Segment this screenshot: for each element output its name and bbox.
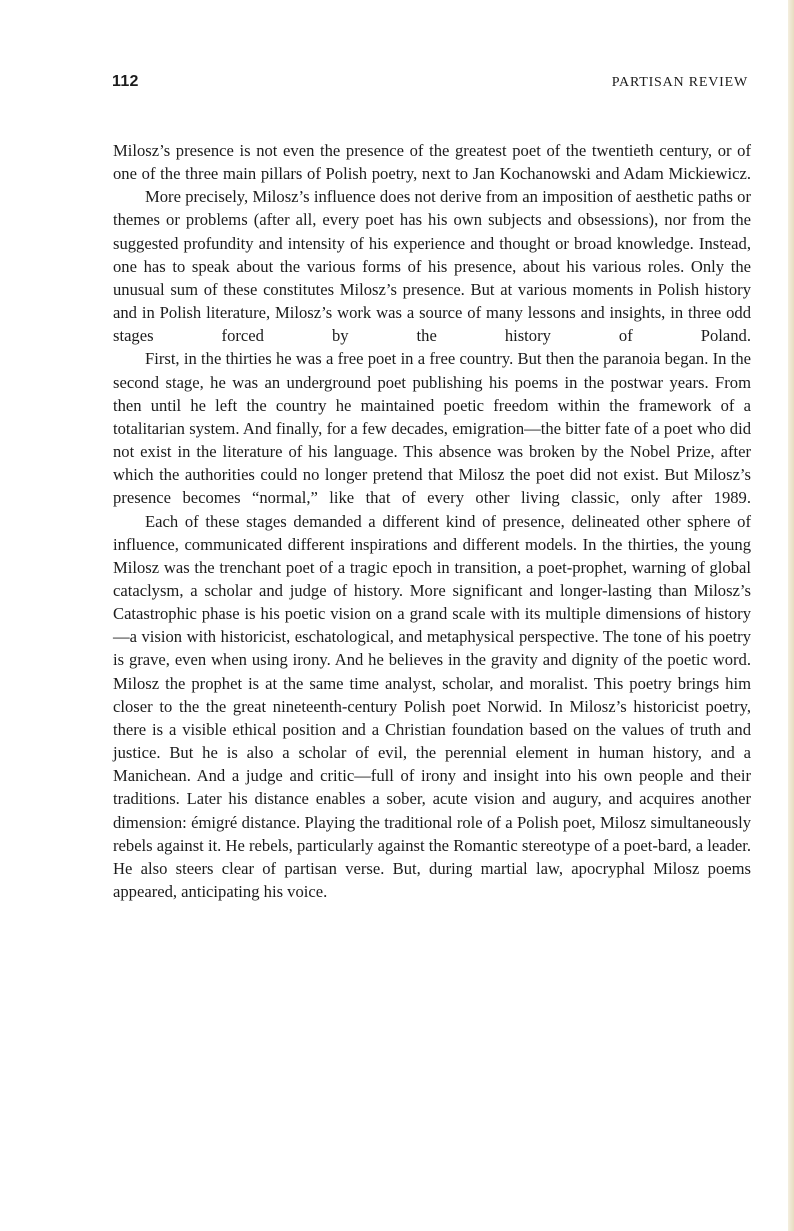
running-head: PARTISAN REVIEW — [611, 75, 748, 90]
page-number: 112 — [112, 73, 139, 90]
paragraph-3: First, in the thirties he was a free poet in a free country. But then the paranoia began. In the second stage, he was an underground poet publishing his poems in the postwar years. From then until he left the country he maintained poetic freedom within the framework of a totalitarian system. And finally, for a few decades, emigration—the bitter fate of a poet who did not exist in the literature of his language. This absence was broken by the Nobel Prize, after which the authorities could no longer pretend that Milosz the poet did not exist. But Milosz’s presence becomes “normal,” like that of every other living classic, only after 1989. — [113, 349, 751, 508]
body-text — [113, 139, 751, 903]
page-edge — [788, 0, 794, 1231]
paragraph-4: Each of these stages demanded a different kind of presence, delineated other sphere of influence, communicated different inspirations and different models. In the thirties, the young Milosz was the trenchant poet of a tragic epoch in transition, a poet-prophet, warning of global cataclysm, a scholar and judge of history. More significant and longer-lasting than Milosz’s Catastrophic phase is his poetic vision on a grand scale with its multiple dimensions of history—a vision with historicist, eschatological, and metaphysical perspective. The tone of his poetry is grave, even when using irony. And he believes in the gravity and dignity of the poetic word. Milosz the prophet is at the same time analyst, scholar, and moralist. This poetry brings him closer to the the great nineteenth-century Polish poet Norwid. In Milosz’s historicist poetry, there is a visible ethical position and a Christian foundation based on the values of truth and justice. But he is also a scholar of evil, the perennial element in human history, and a Manichean. And a judge and critic—full of irony and insight into his own people and their traditions. Later his distance enables a sober, acute vision and augury, and acquires another dimension: émigré distance. Playing the traditional role of a Polish poet, Milosz simultaneously rebels against it. He rebels, particularly against the Romantic stereotype of a poet-bard, a leader. He also steers clear of partisan verse. But, during martial law, apocryphal Milosz poems appeared, anticipating his voice. — [113, 511, 751, 901]
paragraph-2: More precisely, Milosz’s influence does not derive from an imposition of aesthetic paths or themes or problems (after all, every poet has his own subjects and obsessions), nor from the suggested profundity and intensity of his experience and thought or broad knowledge. Instead, one has to speak about the various forms of his presence, about his various roles. Only the unusual sum of these constitutes Milosz’s presence. But at various moments in Polish history and in Polish literature, Milosz’s work was a source of many lessons and insights, in three odd stages forced by the history of Poland. — [113, 187, 751, 346]
paragraph-1: Milosz’s presence is not even the presence of the greatest poet of the twentieth century, or of one of the three main pillars of Polish poetry, next to Jan Kochanowski and Adam Mickiewicz. — [113, 141, 751, 184]
